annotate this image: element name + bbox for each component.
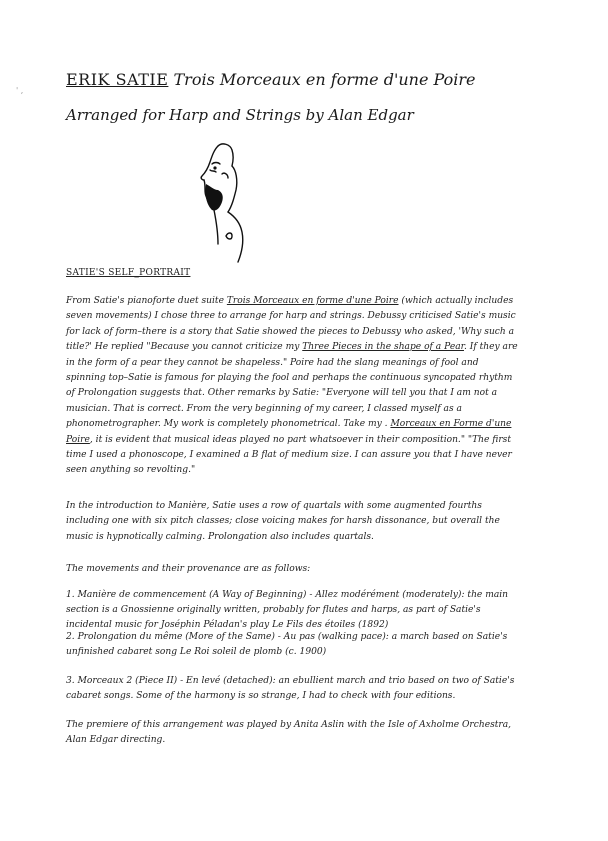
intro-text-1: From Satie's pianoforte duet suite bbox=[66, 296, 227, 306]
premiere-paragraph: The premiere of this arrangement was played by Anita Aslin with the Isle of Axholme Orchestra, Alan Edgar directing. bbox=[66, 720, 512, 746]
intro-paragraph bbox=[66, 294, 518, 479]
movement-item: 3. Morceaux 2 (Piece II) - En levé (detached): an ebullient march and trio based on two of Satie's cabaret songs. Some of the harmony is so strange, I had to check with four editions. bbox=[66, 676, 515, 701]
maniere-paragraph: In the introduction to Manière, Satie uses a row of quartals with some augmented fourths including one with six pitch classes; close voicing makes for harsh dissonance, but overall the music is hypnotically calming. Prolongation also includes quartals. bbox=[66, 501, 500, 542]
intro-work-title-3: Morceaux en Forme d'une Poire bbox=[66, 419, 512, 445]
movements-heading: The movements and their provenance are as follows: bbox=[66, 564, 311, 574]
margin-mark: ' , bbox=[16, 86, 24, 95]
intro-text-3: . If they are in the form of a pear they cannot be shapeless." Poire had the slang meanings of fool and spinning top–Satie is famous for playing the fool and perhaps the continuous syncopated rhythm of Prolongation suggests that. Other remarks by Satie: "Everyone will tell you that I am not a musician. That is correct. From the very beginning of my career, I classed myself as a phonometrographer. My work is completely phonometrical. Take my . bbox=[66, 342, 518, 430]
intro-work-title-1: Trois Morceaux en forme d'une Poire bbox=[226, 296, 399, 306]
movement-item: 1. Manière de commencement (A Way of Beginning) - Allez modérément (moderately): the main section is a Gnossienne originally written, probably for flutes and harps, as part of Satie's incidental music for Joséphin Péladan's play Le Fils des étoiles (1892) bbox=[66, 590, 509, 630]
movement-item: 2. Prolongation du même (More of the Same) - Au pas (walking pace): a march based on Satie's unfinished cabaret song Le Roi soleil de plomb (c. 1900) bbox=[66, 632, 508, 657]
intro-work-title-2: Three Pieces in the shape of a Pear bbox=[302, 342, 464, 353]
portrait-caption: SATIE'S SELF_PORTRAIT bbox=[66, 268, 191, 278]
work-title: Trois Morceaux en forme d'une Poire bbox=[173, 70, 476, 89]
intro-text-4: , it is evident that musical ideas played no part whatsoever in their composition." "The first time I used a phonoscope, I examined a B flat of medium size. I can assure you that I have never seen anything so revolting." bbox=[66, 434, 512, 476]
intro-text-2: (which actually includes seven movements) I chose three to arrange for harp and strings. Debussy criticised Satie's music for lack of form–there is a story that Satie showed the pieces to Debussy who asked, 'Why such a title?' He replied "Because you cannot criticize my bbox=[66, 296, 516, 353]
page-subtitle: Arranged for Harp and Strings by Alan Edgar bbox=[66, 106, 414, 124]
page-title bbox=[66, 70, 566, 89]
composer-name: ERIK SATIE bbox=[66, 70, 169, 89]
satie-self-portrait-image bbox=[188, 140, 260, 268]
